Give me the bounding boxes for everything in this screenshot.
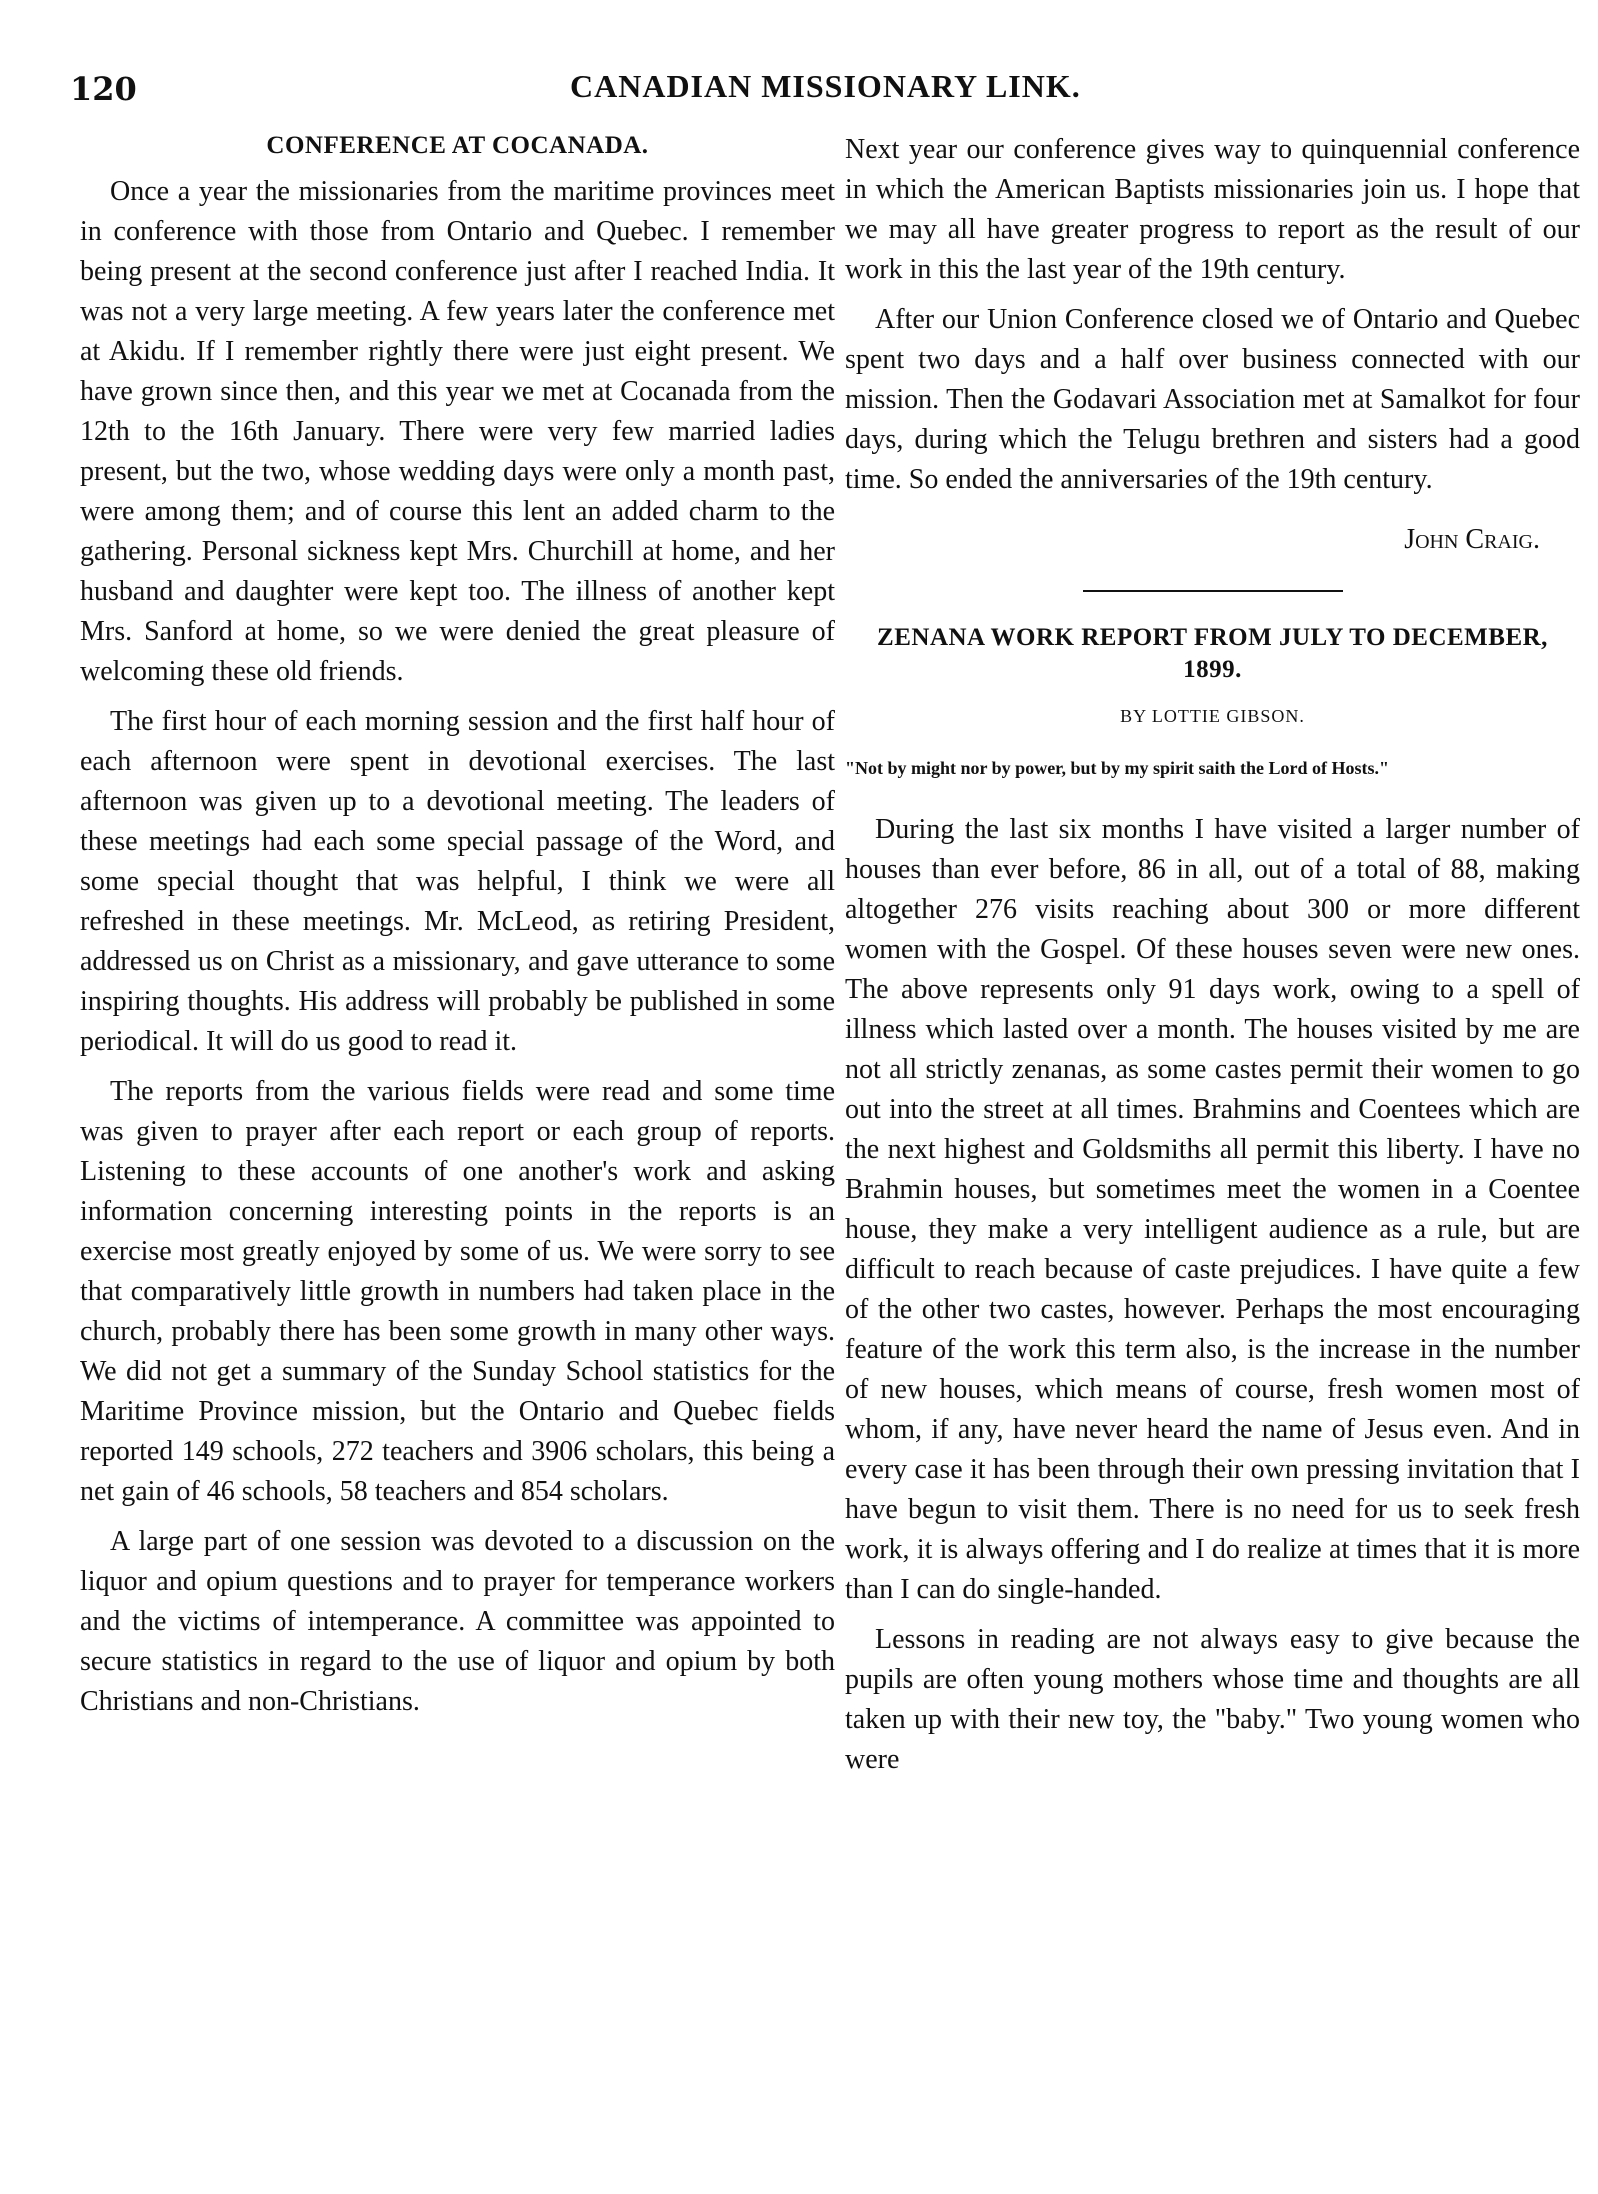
paragraph: Once a year the missionaries from the maritime provinces meet in conference with those from Ontario and Quebec. I remember being present at the second conference just after I reached India. It was not a very large meeting. A few years later the conference met at Akidu. If I remember rightly there were just eight present. We have grown since then, and this year we met at Cocanada from the 12th to the 16th January. There were very few married ladies present, but the two, whose wedding days were only a month past, were among them; and of course this lent an added charm to the gathering. Personal sickness kept Mrs. Churchill at home, and her husband and daughter were kept too. The illness of another kept Mrs. Sanford at home, so we were denied the great pleasure of welcoming these old friends.	[80, 176, 835, 687]
paragraph: The first hour of each morning session and the first half hour of each afternoon were spent in devotional exercises. The last afternoon was given up to a devotional meeting. The leaders of these meetings had each some special passage of the Word, and some special thought that was helpful, I think we were all refreshed in these meetings. Mr. McLeod, as retiring President, addressed us on Christ as a missionary, and gave utterance to some inspiring thoughts. His address will probably be published in some periodical. It will do us good to read it.	[80, 706, 835, 1057]
paragraph: A large part of one session was devoted to a discussion on the liquor and opium questions and to prayer for temperance workers and the victims of intemperance. A committee was appointed to secure statistics in regard to the use of liquor and opium by both Christians and non-Christians.	[80, 1526, 835, 1717]
right-column	[845, 130, 1580, 1790]
paragraph-continued: Next year our conference gives way to quinquennial conference in which the American Baptists missionaries join us. I hope that we may all have greater progress to report as the result of our work in this the last year of the 19th century.	[845, 134, 1580, 285]
article-title-conference: CONFERENCE AT COCANADA.	[266, 132, 649, 159]
document-page	[40, 60, 1580, 2150]
byline: BY LOTTIE GIBSON.	[1120, 706, 1305, 726]
journal-title: CANADIAN MISSIONARY LINK.	[570, 68, 1081, 104]
running-header	[40, 60, 1558, 116]
paragraph: Lessons in reading are not always easy to give because the pupils are often young mothers whose time and thoughts are all taken up with their new toy, the "baby." Two young women who were	[845, 1624, 1580, 1775]
paragraph: The reports from the various fields were read and some time was given to prayer after each report or each group of reports. Listening to these accounts of one another's work and asking information concerning interesting points in the reports is an exercise most greatly enjoyed by some of us. We were sorry to see that comparatively little growth in numbers had taken place in the church, probably there has been some growth in many other ways. We did not get a summary of the Sunday School statistics for the Maritime Province mission, but the Ontario and Quebec fields reported 149 schools, 272 teachers and 3906 scholars, this being a net gain of 46 schools, 58 teachers and 854 scholars.	[80, 1076, 835, 1507]
left-column	[80, 130, 835, 1732]
page-number: 120	[70, 70, 137, 108]
article-title-zenana: ZENANA WORK REPORT FROM JULY TO DECEMBER, 1899.	[877, 624, 1548, 683]
paragraph: During the last six months I have visited a larger number of houses than ever before, 86 in all, out of a total of 88, making altogether 276 visits reaching about 300 or more different women with the Gospel. Of these houses seven were new ones. The above represents only 91 days work, owing to a spell of illness which lasted over a month. The houses visited by me are not all strictly zenanas, as some castes permit their women to go out into the street at all times. Brahmins and Coentees which are the next highest and Goldsmiths all permit this liberty. I have no Brahmin houses, but sometimes meet the women in a Coentee house, they make a very intelligent audience as a rule, but are difficult to reach because of caste prejudices. I have quite a few of the other two castes, however. Perhaps the most encouraging feature of the work this term also, is the increase in the number of new houses, which means of course, fresh women most of whom, if any, have never heard the name of Jesus even. And in every case it has been through their own pressing invitation that I have begun to visit them. There is no need for us to seek fresh work, it is always offering and I do realize at times that it is more than I can do single-handed.	[845, 814, 1580, 1605]
epigraph: "Not by might nor by power, but by my spirit saith the Lord of Hosts."	[845, 758, 1390, 778]
author-signature: John Craig.	[1404, 524, 1540, 555]
paragraph: After our Union Conference closed we of Ontario and Quebec spent two days and a half over business connected with our mission. Then the Godavari Association met at Samalkot for four days, during which the Telugu brethren and sisters had a good time. So ended the anniversaries of the 19th century.	[845, 304, 1580, 495]
section-divider	[1083, 590, 1343, 592]
